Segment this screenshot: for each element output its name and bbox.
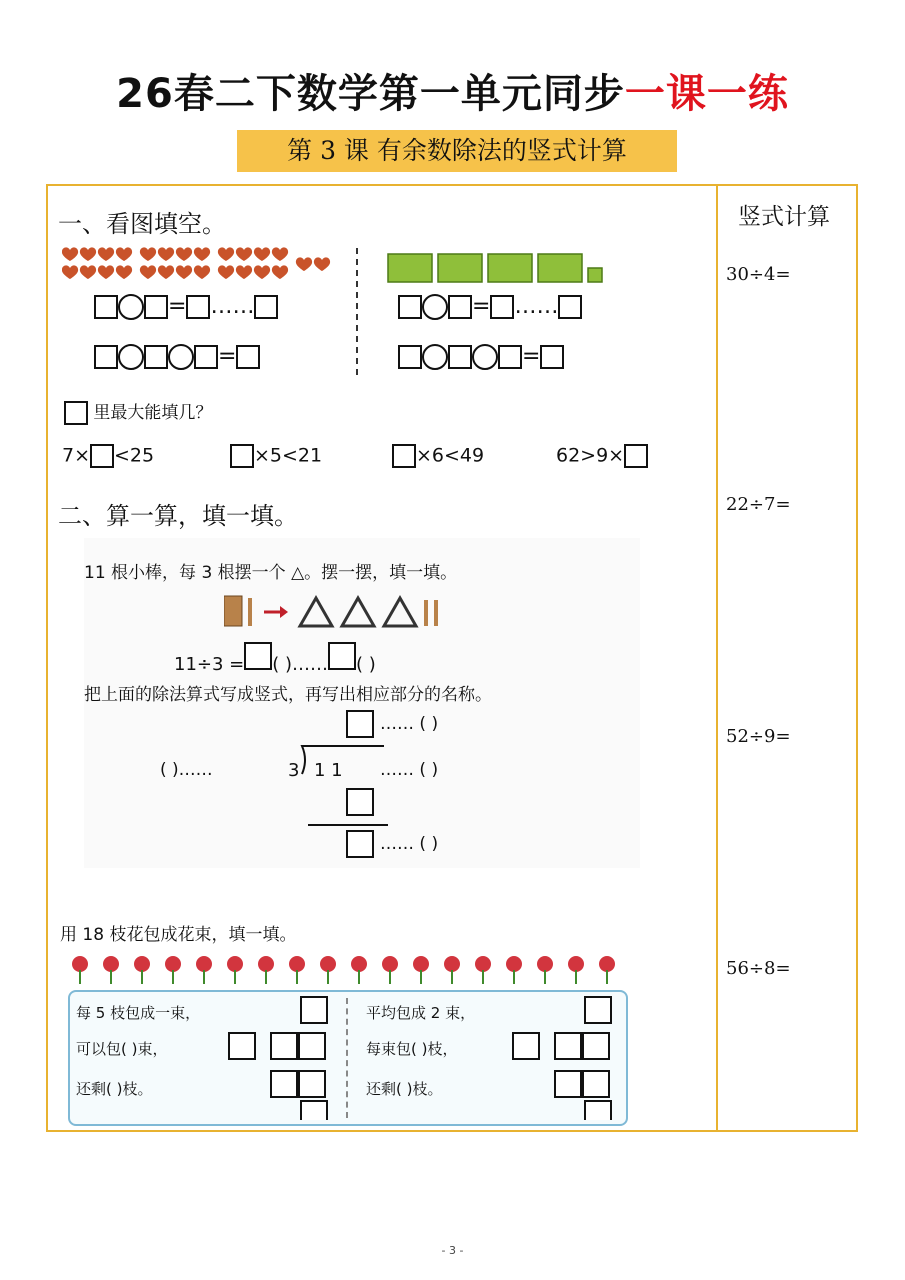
- equation-blank: =: [94, 344, 260, 370]
- inequality-2: ×5<21: [230, 444, 322, 468]
- vertical-instruction: 把上面的除法算式写成竖式，再写出相应部分的名称。: [84, 685, 492, 705]
- inequality-3: ×6<49: [392, 444, 484, 468]
- side-column-title: 竖式计算: [738, 204, 830, 230]
- sticks-question: 11 根小棒，每 3 根摆一个 △。摆一摆，填一填。: [84, 563, 458, 583]
- remainder-box-left: [300, 1100, 330, 1120]
- product-box: [346, 788, 374, 820]
- cubes-picture: [386, 248, 626, 288]
- panel-divider: [346, 998, 348, 1118]
- section2-heading: 二、算一算，填一填。: [58, 502, 298, 530]
- equation-blank: =: [398, 344, 564, 370]
- calc-item: 22÷7=: [726, 494, 791, 515]
- division-bracket: [298, 744, 388, 776]
- flowers-question: 用 18 枝花包成花束，填一填。: [60, 925, 297, 945]
- hearts-picture: [62, 244, 352, 284]
- flower-row: [68, 952, 624, 986]
- column-divider: [716, 186, 718, 1130]
- product-boxes-right: [554, 1070, 610, 1102]
- divisor-value: 3: [288, 760, 300, 781]
- calc-item: 52÷9=: [726, 726, 791, 747]
- remainder-box-right: [584, 1100, 614, 1120]
- section1-heading: 一、看图填空。: [58, 210, 226, 238]
- page-title: 26春二下数学第一单元同步一课一练: [116, 71, 789, 117]
- equation-blank: = ……: [398, 294, 582, 320]
- quotient-box-left: [300, 996, 328, 1028]
- page-number: - 3 -: [441, 1244, 464, 1257]
- product-boxes-left: [270, 1070, 326, 1102]
- equation-blank: = ……: [94, 294, 278, 320]
- remainder-box: [346, 830, 374, 862]
- inequality-1: 7× <25: [62, 444, 155, 467]
- fill-prompt: 里最大能填几？: [64, 398, 212, 425]
- calc-item: 56÷8=: [726, 958, 791, 979]
- dividend-boxes-left: [270, 1032, 326, 1064]
- dashed-separator: [354, 248, 360, 378]
- inequality-4: 62>9×: [556, 444, 648, 468]
- quotient-label: …… ( ): [380, 714, 439, 734]
- sticks-exercise: [84, 538, 640, 868]
- sticks-picture: [224, 590, 454, 630]
- dividend-boxes-right: [554, 1032, 610, 1064]
- subtraction-line: [308, 824, 388, 826]
- worksheet-frame: [46, 184, 858, 1132]
- remainder-label: …… ( ): [380, 834, 439, 854]
- dividend-value: 1 1: [314, 760, 343, 781]
- dividend-label: …… ( ): [380, 760, 439, 780]
- sticks-equation: 11÷3 = ( )…… ( ): [174, 642, 376, 675]
- quotient-box: [346, 710, 374, 742]
- quotient-box-right: [584, 996, 612, 1028]
- triangle-icon: △: [291, 563, 305, 583]
- calc-item: 30÷4=: [726, 264, 791, 285]
- flower-exercise-panel: 每 5 枝包成一束， 可以包( )束， 还剩( )枝。 平均包成 2 束， 每束包( )枝， 还剩( )枝。: [68, 990, 628, 1126]
- divisor-box-right: [512, 1032, 540, 1064]
- lesson-banner: 第 3 课 有余数除法的竖式计算: [237, 130, 677, 172]
- divisor-box-left: [228, 1032, 256, 1064]
- divisor-label: ( )……: [160, 760, 213, 780]
